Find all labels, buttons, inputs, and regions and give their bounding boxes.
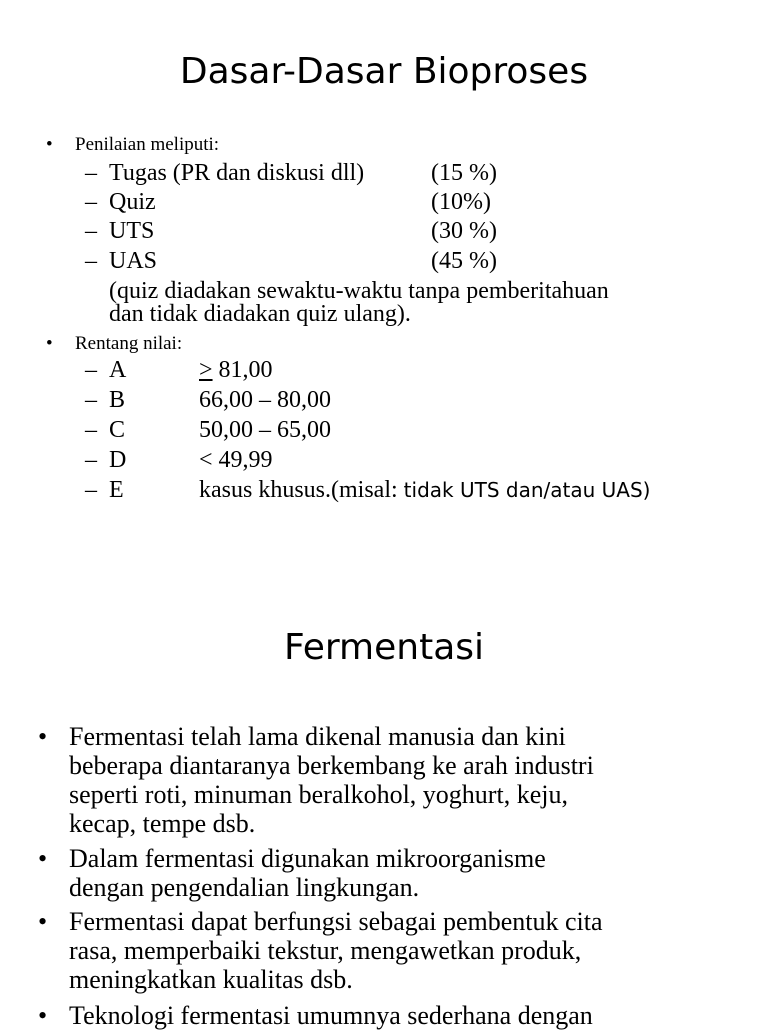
bullet-marker: • xyxy=(38,722,48,751)
grade-row xyxy=(85,356,273,385)
paragraph-line: kecap, tempe dsb. xyxy=(69,809,256,838)
paragraph-line: Dalam fermentasi digunakan mikroorganisme xyxy=(69,844,546,873)
dash-marker: – xyxy=(85,189,97,215)
grade-range: 50,00 – 65,00 xyxy=(199,417,331,443)
paragraph-line: Fermentasi telah lama dikenal manusia dan kini xyxy=(69,722,566,751)
grade-letter: C xyxy=(109,417,126,443)
assessment-item xyxy=(85,217,497,246)
bullet-marker: • xyxy=(38,907,48,936)
assessment-item xyxy=(85,159,497,188)
grade-range: 66,00 – 80,00 xyxy=(199,387,331,413)
dash-marker: – xyxy=(85,357,97,383)
assessment-label: UAS xyxy=(109,248,158,274)
grade-range: 81,00 xyxy=(212,357,273,383)
grade-row xyxy=(85,476,650,505)
assessment-item xyxy=(85,188,491,217)
slide-title: Fermentasi xyxy=(283,627,485,668)
quiz-note-line: (quiz diadakan sewaktu-waktu tanpa pemberitahuan xyxy=(109,278,609,304)
grade-range-tail: tidak UTS dan/atau UAS) xyxy=(403,478,651,502)
grade-letter: E xyxy=(109,477,124,503)
assessment-label: UTS xyxy=(109,218,155,244)
paragraph-line: Teknologi fermentasi umumnya sederhana dengan xyxy=(69,1001,593,1030)
dash-marker: – xyxy=(85,160,97,186)
grade-row xyxy=(85,386,331,415)
dash-marker: – xyxy=(85,248,97,274)
assessment-label: Quiz xyxy=(109,189,156,215)
paragraph-line: rasa, memperbaiki tekstur, mengawetkan produk, xyxy=(69,936,582,965)
slide-title: Dasar-Dasar Bioproses xyxy=(179,51,589,92)
quiz-note-line: dan tidak diadakan quiz ulang). xyxy=(109,301,411,327)
grade-range: < 49,99 xyxy=(199,447,273,473)
grade-range: kasus khusus.(misal: xyxy=(199,477,404,503)
dash-marker: – xyxy=(85,218,97,244)
assessment-weight: (45 %) xyxy=(431,248,497,274)
grade-letter: B xyxy=(109,387,126,413)
grade-row xyxy=(85,446,273,475)
dash-marker: – xyxy=(85,417,97,443)
bullet-marker: • xyxy=(38,1001,48,1030)
dash-marker: – xyxy=(85,387,97,413)
assessment-label: Tugas (PR dan diskusi dll) xyxy=(109,160,365,186)
assessment-weight: (30 %) xyxy=(431,218,497,244)
bullet-marker: • xyxy=(46,134,53,155)
grade-letter: D xyxy=(109,447,127,473)
assessment-weight: (15 %) xyxy=(431,160,497,186)
paragraph-line: meningkatkan kualitas dsb. xyxy=(69,965,353,994)
greater-equal-symbol: > xyxy=(199,357,213,383)
bullet-text: Rentang nilai: xyxy=(75,333,183,354)
bullet-marker: • xyxy=(38,844,48,873)
dash-marker: – xyxy=(85,447,97,473)
dash-marker: – xyxy=(85,477,97,503)
paragraph-line: Fermentasi dapat berfungsi sebagai pembentuk cita xyxy=(69,907,603,936)
grade-row xyxy=(85,416,331,445)
grade-letter: A xyxy=(109,357,127,383)
bullet-assessment xyxy=(46,134,219,156)
bullet-text: Penilaian meliputi: xyxy=(75,134,220,155)
paragraph-line: beberapa diantaranya berkembang ke arah industri xyxy=(69,751,594,780)
paragraph-line: seperti roti, minuman beralkohol, yoghurt, keju, xyxy=(69,780,568,809)
bullet-marker: • xyxy=(46,333,53,354)
paragraph-line: dengan pengendalian lingkungan. xyxy=(69,873,420,902)
bullet-range xyxy=(46,333,182,355)
assessment-weight: (10%) xyxy=(431,189,491,215)
slide-2 xyxy=(0,560,768,1030)
assessment-item xyxy=(85,247,497,276)
